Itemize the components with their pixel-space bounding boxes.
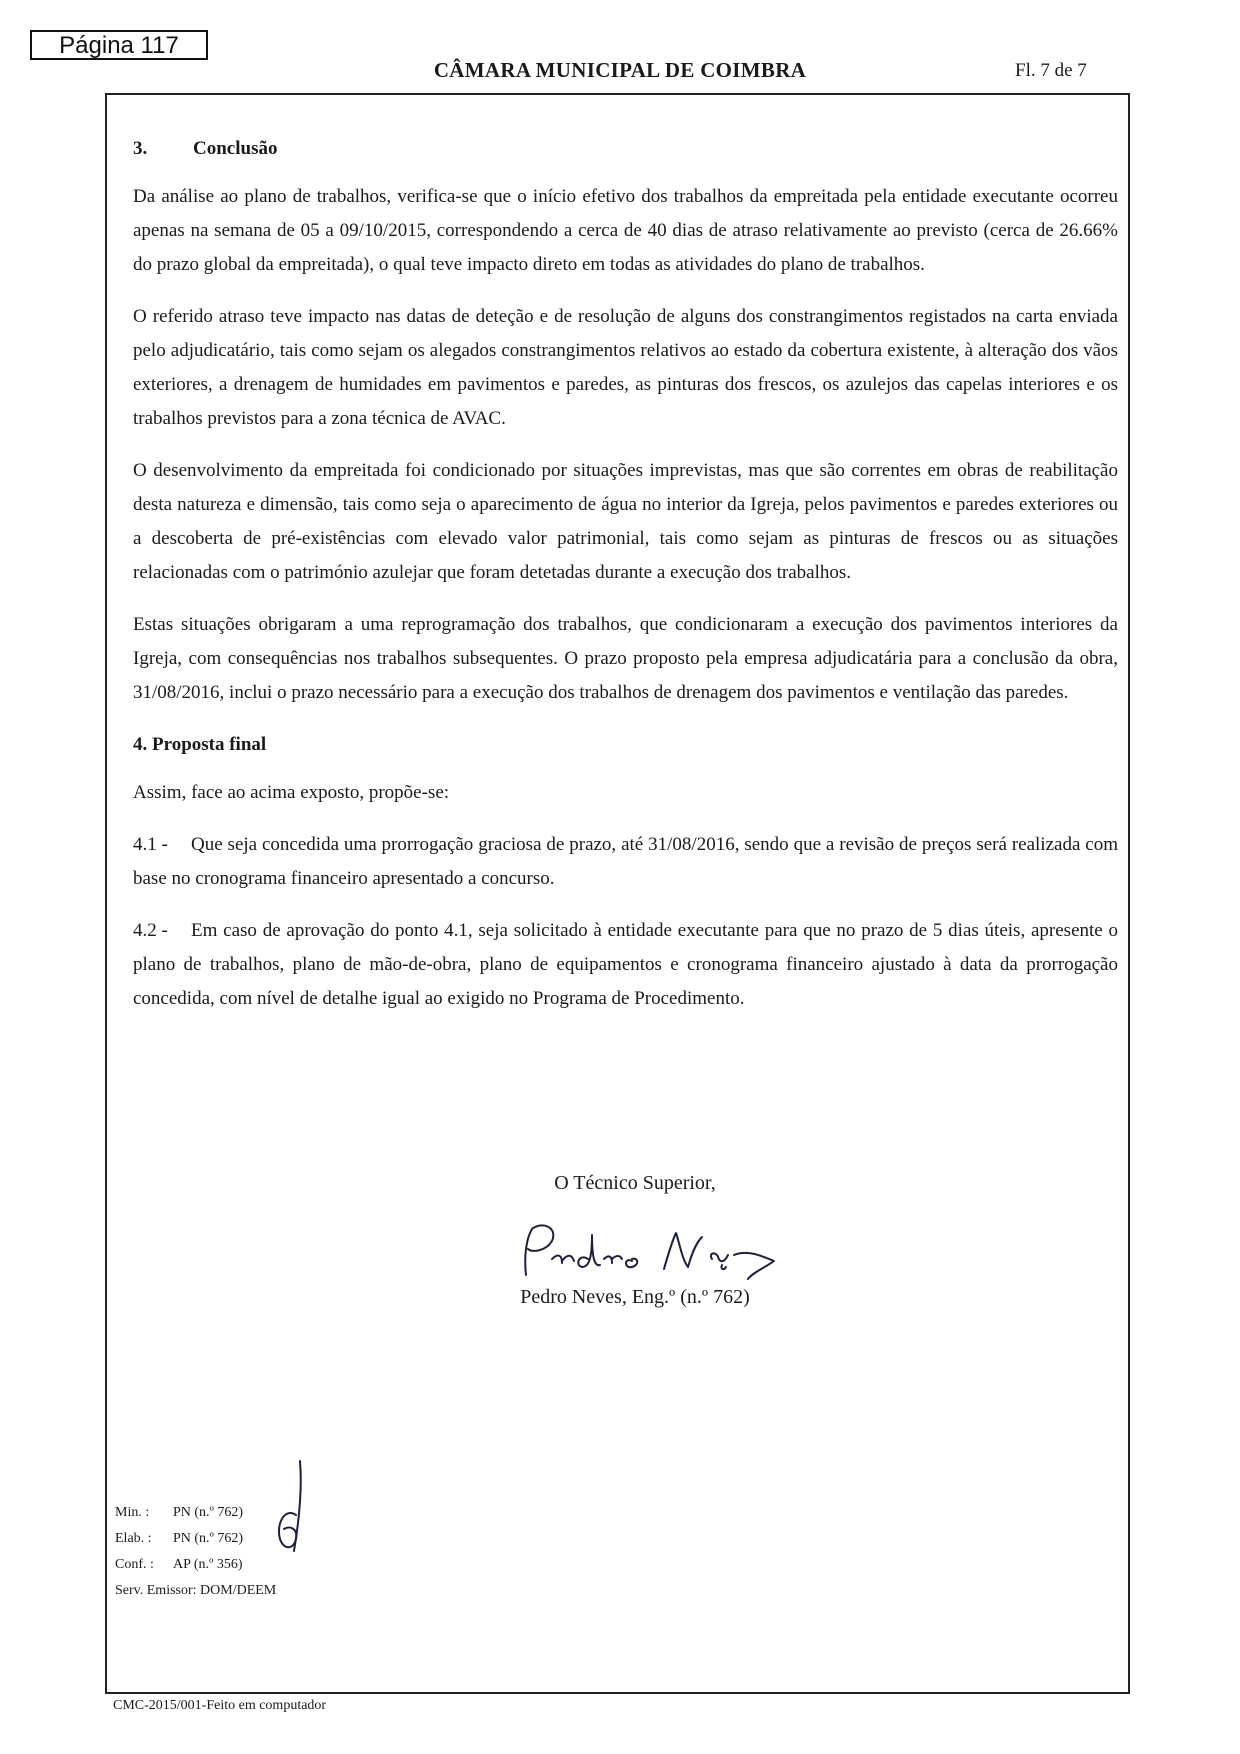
item-number: 4.1 -: [133, 834, 168, 855]
footer-reference: CMC-2015/001-Feito em computador: [113, 1698, 327, 1713]
issuer-line: Serv. Emissor: DOM/DEEM: [115, 1583, 277, 1598]
signatory-name: Pedro Neves, Eng.º (n.º 762): [520, 1286, 750, 1308]
role-value: PN (n.º 762): [173, 1531, 244, 1546]
handwritten-signature: [512, 1215, 792, 1295]
initials-drawing: [270, 1455, 320, 1570]
section-heading-proposal: [133, 728, 1118, 762]
signature-drawing: [512, 1215, 792, 1295]
folio-indicator: Fl. 7 de 7: [1015, 60, 1087, 81]
document-roles: [115, 1500, 276, 1604]
item-number: 4.2 -: [133, 920, 168, 941]
section-number: 4.: [133, 734, 148, 755]
section-title: Proposta final: [152, 734, 267, 755]
page-number-stamp: Página 117: [30, 30, 208, 60]
paragraph: O referido atraso teve impacto nas datas de deteção e de resolução de alguns dos constrangimentos registados na carta enviada pelo adjudicatário, tais como sejam os alegados constrangimentos relativos ao estado da cobertura existente, à alteração dos vãos exteriores, a drenagem de humidades em pavimentos e paredes, as pinturas dos frescos, os azulejos das capelas interiores e os trabalhos previstos para a zona técnica de AVAC.: [133, 306, 1118, 429]
role-value: AP (n.º 356): [173, 1557, 243, 1572]
paragraph: Estas situações obrigaram a uma reprogramação dos trabalhos, que condicionaram a execução dos pavimentos interiores da Igreja, com consequências nos trabalhos subsequentes. O prazo proposto pela empresa adjudicatária para a conclusão da obra, 31/08/2016, inclui o prazo necessário para a execução dos trabalhos de drenagem dos pavimentos e ventilação das paredes.: [133, 614, 1118, 703]
proposal-item: [133, 828, 1118, 896]
section-heading-conclusion: [133, 132, 1118, 166]
proposal-intro: Assim, face ao acima exposto, propõe-se:: [133, 782, 450, 803]
handwritten-initials: [270, 1455, 320, 1570]
role-label: Elab. :: [115, 1531, 152, 1546]
role-line: [115, 1526, 276, 1552]
paragraph: Da análise ao plano de trabalhos, verifica-se que o início efetivo dos trabalhos da empreitada pela entidade executante ocorreu apenas na semana de 05 a 09/10/2015, correspondendo a cerca de 40 dias de atraso relativamente ao previsto (cerca de 26.66% do prazo global da empreitada), o qual teve impacto direto em todas as atividades do plano de trabalhos.: [133, 186, 1118, 275]
section-number: 3.: [133, 138, 148, 159]
role-value: PN (n.º 762): [173, 1505, 244, 1520]
institution-title: CÂMARA MUNICIPAL DE COIMBRA: [433, 58, 807, 82]
paragraph: O desenvolvimento da empreitada foi condicionado por situações imprevistas, mas que são correntes em obras de reabilitação desta natureza e dimensão, tais como seja o aparecimento de água no interior da Igreja, pelos pavimentos e paredes exteriores ou a descoberta de pré-existências com elevado valor patrimonial, tais como sejam as pinturas de frescos ou as situações relacionadas com o património azulejar que foram detetadas durante a execução dos trabalhos.: [133, 460, 1118, 583]
signatory-role: O Técnico Superior,: [554, 1172, 716, 1194]
document-body: [133, 132, 1118, 1034]
role-line: [115, 1552, 276, 1578]
role-label: Min. :: [115, 1505, 150, 1520]
proposal-item: [133, 914, 1118, 1016]
role-label: Conf. :: [115, 1557, 154, 1572]
item-text: Que seja concedida uma prorrogação graciosa de prazo, até 31/08/2016, sendo que a revisão de preços será realizada com base no cronograma financeiro apresentado a concurso.: [133, 834, 1118, 889]
item-text: Em caso de aprovação do ponto 4.1, seja solicitado à entidade executante para que no prazo de 5 dias úteis, apresente o plano de trabalhos, plano de mão-de-obra, plano de equipamentos e cronograma financeiro ajustado à data da prorrogação concedida, com nível de detalhe igual ao exigido no Programa de Procedimento.: [133, 920, 1118, 1009]
role-line: [115, 1500, 276, 1526]
section-title: Conclusão: [193, 138, 278, 159]
